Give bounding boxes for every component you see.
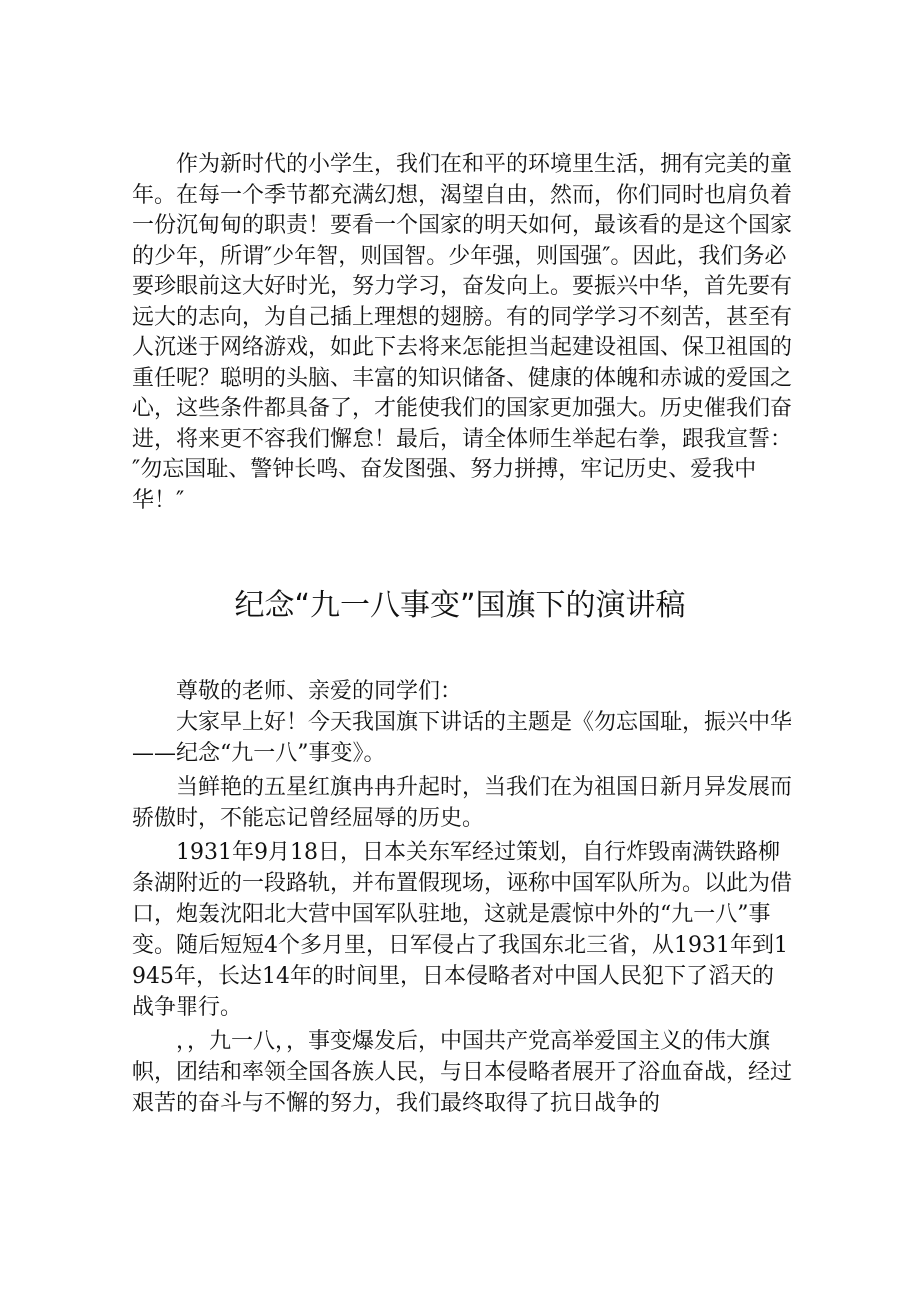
speech-title: 纪念“九一八事变”国旗下的演讲稿	[234, 588, 686, 623]
body-paragraph: ，，九一八，，事变爆发后，中国共产党高举爱国主义的伟大旗帜，团结和率领全国各族人民，与日本侵略者展开了浴血奋战，经过艰苦的奋斗与不懈的努力，我们最终取得了抗日战争的	[132, 1029, 793, 1116]
body-paragraph: 当鲜艳的五星红旗冉冉升起时，当我们在为祖国日新月异发展而骄傲时，不能忘记曾经屈辱的历史。	[132, 775, 793, 831]
salutation: 尊敬的老师、亲爱的同学们：	[176, 679, 463, 704]
speech-body	[132, 676, 792, 1122]
body-paragraph: 大家早上好！今天我国旗下讲话的主题是《勿忘国耻，振兴中华——纪念“九一八”事变》。	[132, 710, 793, 766]
intro-paragraph: 作为新时代的小学生，我们在和平的环境里生活，拥有完美的童年。在每一个季节都充满幻想，渴望自由，然而，你们同时也肩负着一份沉甸甸的职责！要看一个国家的明天如何，最该看的是这个国家的少年，所谓″少年智，则国智。少年强，则国强″。因此，我们务必要珍眼前这大好时光，努力学习，奋发向上。要振兴中华，首先要有远大的志向，为自己插上理想的翅膀。有的同学学习不刻苦，甚至有人沉迷于网络游戏，如此下去将来怎能担当起建设祖国、保卫祖国的重任呢？聪明的头脑、丰富的知识储备、健康的体魄和赤诚的爱国之心，这些条件都具备了，才能使我们的国家更加强大。历史催我们奋进，将来更不容我们懈怠！最后，请全体师生举起右拳，跟我宣誓：″勿忘国耻、警钟长鸣、奋发图强、努力拼搏，牢记历史、爱我中华！″	[132, 152, 793, 513]
body-paragraph: 1931年9月18日，日本关东军经过策划，自行炸毁南满铁路柳条湖附近的一段路轨，并布置假现场，诬称中国军队所为。以此为借口，炮轰沈阳北大营中国军队驻地，这就是震惊中外的“九一八”事变。随后短短4个多月里，日军侵占了我国东北三省，从1931年到1945年，长达14年的时间里，日本侵略者对中国人民犯下了滔天的战争罪行。	[132, 840, 793, 1020]
